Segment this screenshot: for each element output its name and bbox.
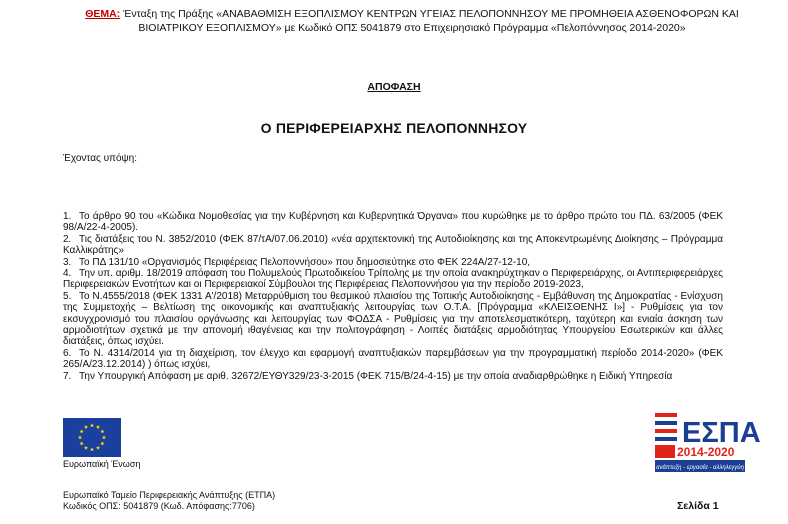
eu-star-icon xyxy=(102,435,106,439)
list-item: 6. Το Ν. 4314/2014 για τη διαχείριση, τον έλεγχο και εφαρμογή αναπτυξιακών παρεμβάσεων για την προγραμματική περίοδο 2014-2020» (ΦΕΚ 265/Α/23.12.2014) ) όπως ισχύει, xyxy=(63,347,723,371)
espa-title: ΕΣΠΑ xyxy=(682,417,761,449)
list-item: 5. Το Ν.4555/2018 (ΦΕΚ 1331 Α'/2018) Μεταρρύθμιση του θεσμικού πλαισίου της Τοπικής Αυτοδιοίκησης - Εμβάθυνση της Δημοκρατίας - Ενίσχυση της Συμμετοχής – Βελτίωση της οικονομικής και αναπτυξιακής λειτουργίας των Ο.Τ.Α. [Πρόγραμμα «ΚΛΕΙΣΘΕΝΗΣ Ι»] - Ρυθμίσεις για τον εκσυγχρονισμό του πλαισίου οργάνωσης και λειτουργίας των ΦΟΔΣΑ - Ρυθμίσεις για την αποτελεσματικότερη, ταχύτερη και ενιαία άσκηση των αρμοδιοτήτων σχετικά με την απονομή ιθαγένειας και την πολιτογράφηση - Λοιπές διατάξεις αρμοδιότητας Υπουργείου Εσωτερικών και άλλες διατάξεις, όπως ισχύει. xyxy=(63,290,723,348)
eu-star-icon xyxy=(80,429,84,433)
espa-tagline: ανάπτυξη - εργασία - αλληλεγγύη xyxy=(656,465,744,471)
list-item: 1. Το άρθρο 90 του «Κώδικα Νομοθεσίας για την Κυβέρνηση και Κυβερνητικά Όργανα» που κυρώθηκε με το άρθρο πρώτο του ΠΔ. 63/2005 (ΦΕΚ 98/Α/22-4-2005). xyxy=(63,211,723,234)
eu-star-icon xyxy=(84,425,88,429)
list-item: 7. Την Υπουργική Απόφαση με αριθ. 32672/ΕΥΘΥ329/23-3-2015 (ΦΕΚ 715/Β/24-4-15) με την οποία αναδιαρθρώθηκε η Ειδική Υπηρεσία xyxy=(63,370,673,382)
eu-star-icon xyxy=(84,446,88,450)
footer-fund: Ευρωπαϊκό Ταμείο Περιφερειακής Ανάπτυξης (ΕΤΠΑ) xyxy=(63,490,276,500)
list-item: 2. Τις διατάξεις του Ν. 3852/2010 (ΦΕΚ 87/τΑ/07.06.2010) «νέα αρχιτεκτονική της Αυτοδιοίκησης και της Αποκεντρωμένης Διοίκησης – Πρόγραμμα Καλλικράτης» xyxy=(63,233,723,257)
list-item: 4. Την υπ. αριθμ. 18/2019 απόφαση του Πολυμελούς Πρωτοδικείου Τρίπολης με την οποία ανακηρύχτηκαν ο Περιφερειάρχης, οι Αντιπεριφερειάρχες Περιφερειακών Ενοτήτων και οι Περιφερειακοί Σύμβουλοι της Περιφέρειας Πελοποννήσου για την περίοδο 2019-2023, xyxy=(63,268,723,291)
eu-star-icon xyxy=(96,446,100,450)
list-item: 3. Το ΠΔ 131/10 «Οργανισμός Περιφέρειας Πελοποννήσου» που δημοσιεύτηκε στο ΦΕΚ 224Α/27-12-10, xyxy=(63,256,531,268)
eu-star-icon xyxy=(80,441,84,445)
document-heading: Ο ΠΕΡΙΦΕΡΕΙΑΡΧΗΣ ΠΕΛΟΠΟΝΝΗΣΟΥ xyxy=(260,120,528,136)
eu-star-icon xyxy=(90,447,94,451)
considerations-list xyxy=(63,211,723,382)
footer-code: Κωδικός ΟΠΣ: 5041879 (Κωδ. Απόφασης:7706) xyxy=(63,501,255,511)
eu-star-icon xyxy=(100,429,104,433)
subject-text: Ένταξη της Πράξης «ΑΝΑΒΑΘΜΙΣΗ ΕΞΟΠΛΙΣΜΟΥ ΚΕΝΤΡΩΝ ΥΓΕΙΑΣ ΠΕΛΟΠΟΝΝΗΣΟΥ ΜΕ ΠΡΟΜΗΘΕΙΑ ΑΣΘΕΝΟΦΟΡΩΝ ΚΑΙ ΒΙΟΙΑΤΡΙΚΟΥ ΕΞΟΠΛΙΣΜΟΥ» με Κωδικό ΟΠΣ 5041879 στο Επιχειρησιακό Πρόγραμμα «Πελοπόννησος 2014-2020» xyxy=(120,8,739,34)
subject-block xyxy=(62,8,762,35)
eu-star-icon xyxy=(90,423,94,427)
subject-label: ΘΕΜΑ: xyxy=(85,8,121,20)
espa-period: 2014-2020 xyxy=(677,445,735,459)
eu-caption: Ευρωπαϊκή Ένωση xyxy=(63,459,141,469)
eu-flag-logo xyxy=(63,418,121,457)
eu-star-icon xyxy=(96,425,100,429)
decision-label: ΑΠΟΦΑΣΗ xyxy=(367,81,421,93)
eu-stars-icon xyxy=(63,418,121,457)
considering-label: Έχοντας υπόψη: xyxy=(63,153,137,164)
eu-star-icon xyxy=(78,435,82,439)
page-number: Σελίδα 1 xyxy=(677,500,719,512)
footer xyxy=(63,490,275,512)
espa-logo xyxy=(652,410,761,476)
eu-star-icon xyxy=(100,441,104,445)
